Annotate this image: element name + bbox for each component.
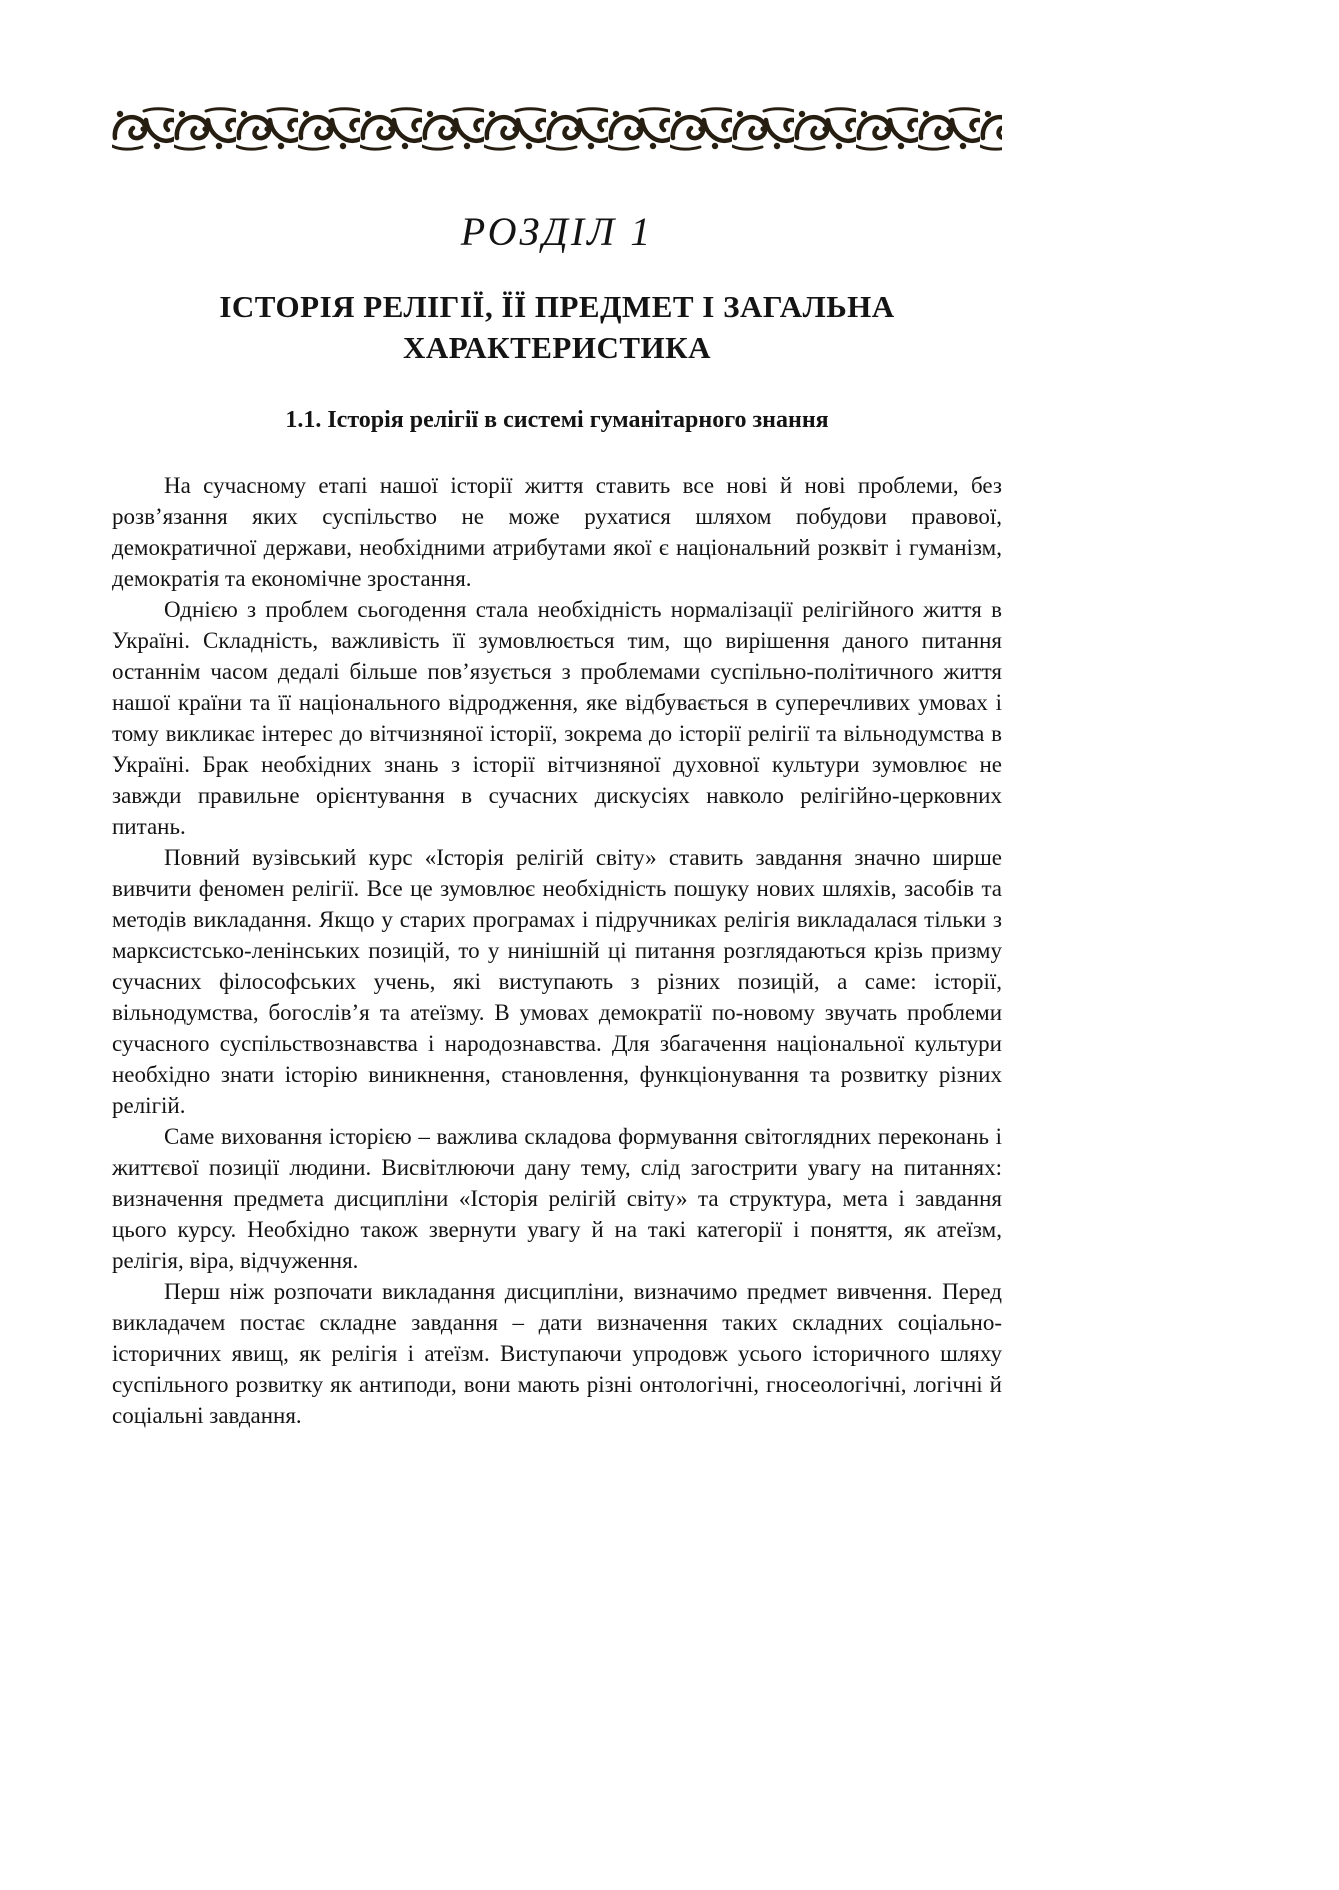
page-content	[112, 106, 1002, 1431]
chapter-heading: РОЗДІЛ 1	[460, 209, 654, 254]
paragraph-2: Однією з проблем сьогодення стала необхідність нормалізації релігійного життя в Україні. Складність, важливість її зумовлюється тим, що вирішення даного питання останнім часом дедалі більше пов’язується з проблемами суспільно-політичного життя нашої країни та її національного відродження, яке відбувається в суперечливих умовах і тому викликає інтерес до вітчизняної історії, зокрема до історії релігії та вільнодумства в Україні. Брак необхідних знань з історії вітчизняної духовної культури зумовлює не завжди правильне орієнтування в сучасних дискусіях навколо релігійно-церковних питань.	[112, 596, 1002, 839]
body-text	[112, 470, 1002, 1431]
paragraph-1: На сучасному етапі нашої історії життя ставить все нові й нові проблеми, без розв’язання яких суспільство не може рухатися шляхом побудови правової, демократичної держави, необхідними атрибутами якої є національний розквіт і гуманізм, демократія та економічне зростання.	[112, 472, 1002, 591]
paragraph-3: Повний вузівський курс «Історія релігій світу» ставить завдання значно ширше вивчити феномен релігії. Все це зумовлює необхідність пошуку нових шляхів, засобів та методів викладання. Якщо у старих програмах і підручниках релігія викладалася тільки з марксистсько-ленінських позицій, то у нинішній ці питання розглядаються крізь призму сучасних філософських учень, які виступають з різних позицій, а саме: історії, вільнодумства, богослів’я та атеїзму. В умовах демократії по-новому звучать проблеми сучасного суспільствознавства і народознавства. Для збагачення національної культури необхідно знати історію виникнення, становлення, функціонування та розвитку різних релігій.	[112, 844, 1002, 1118]
page-title: ІСТОРІЯ РЕЛІГІЇ, ЇЇ ПРЕДМЕТ І ЗАГАЛЬНА ХАРАКТЕРИСТИКА	[219, 289, 895, 365]
section-heading: 1.1. Історія релігії в системі гуманітарного знання	[285, 406, 829, 433]
paragraph-5: Перш ніж розпочати викладання дисципліни, визначимо предмет вивчення. Перед викладачем постає складне завдання – дати визначення таких складних соціально-історичних явищ, як релігія і атеїзм. Виступаючи упродовж усього історичного шляху суспільного розвитку як антиподи, вони мають різні онтологічні, гносеологічні, логічні й соціальні завдання.	[112, 1278, 1002, 1428]
ornament-band	[112, 106, 1002, 152]
paragraph-4: Саме виховання історією – важлива складова формування світоглядних переконань і життєвої позиції людини. Висвітлюючи дану тему, слід загострити увагу на питаннях: визначення предмета дисципліни «Історія релігій світу» та структура, мета і завдання цього курсу. Необхідно також звернути увагу й на такі категорії і поняття, як атеїзм, релігія, віра, відчуження.	[112, 1123, 1002, 1273]
